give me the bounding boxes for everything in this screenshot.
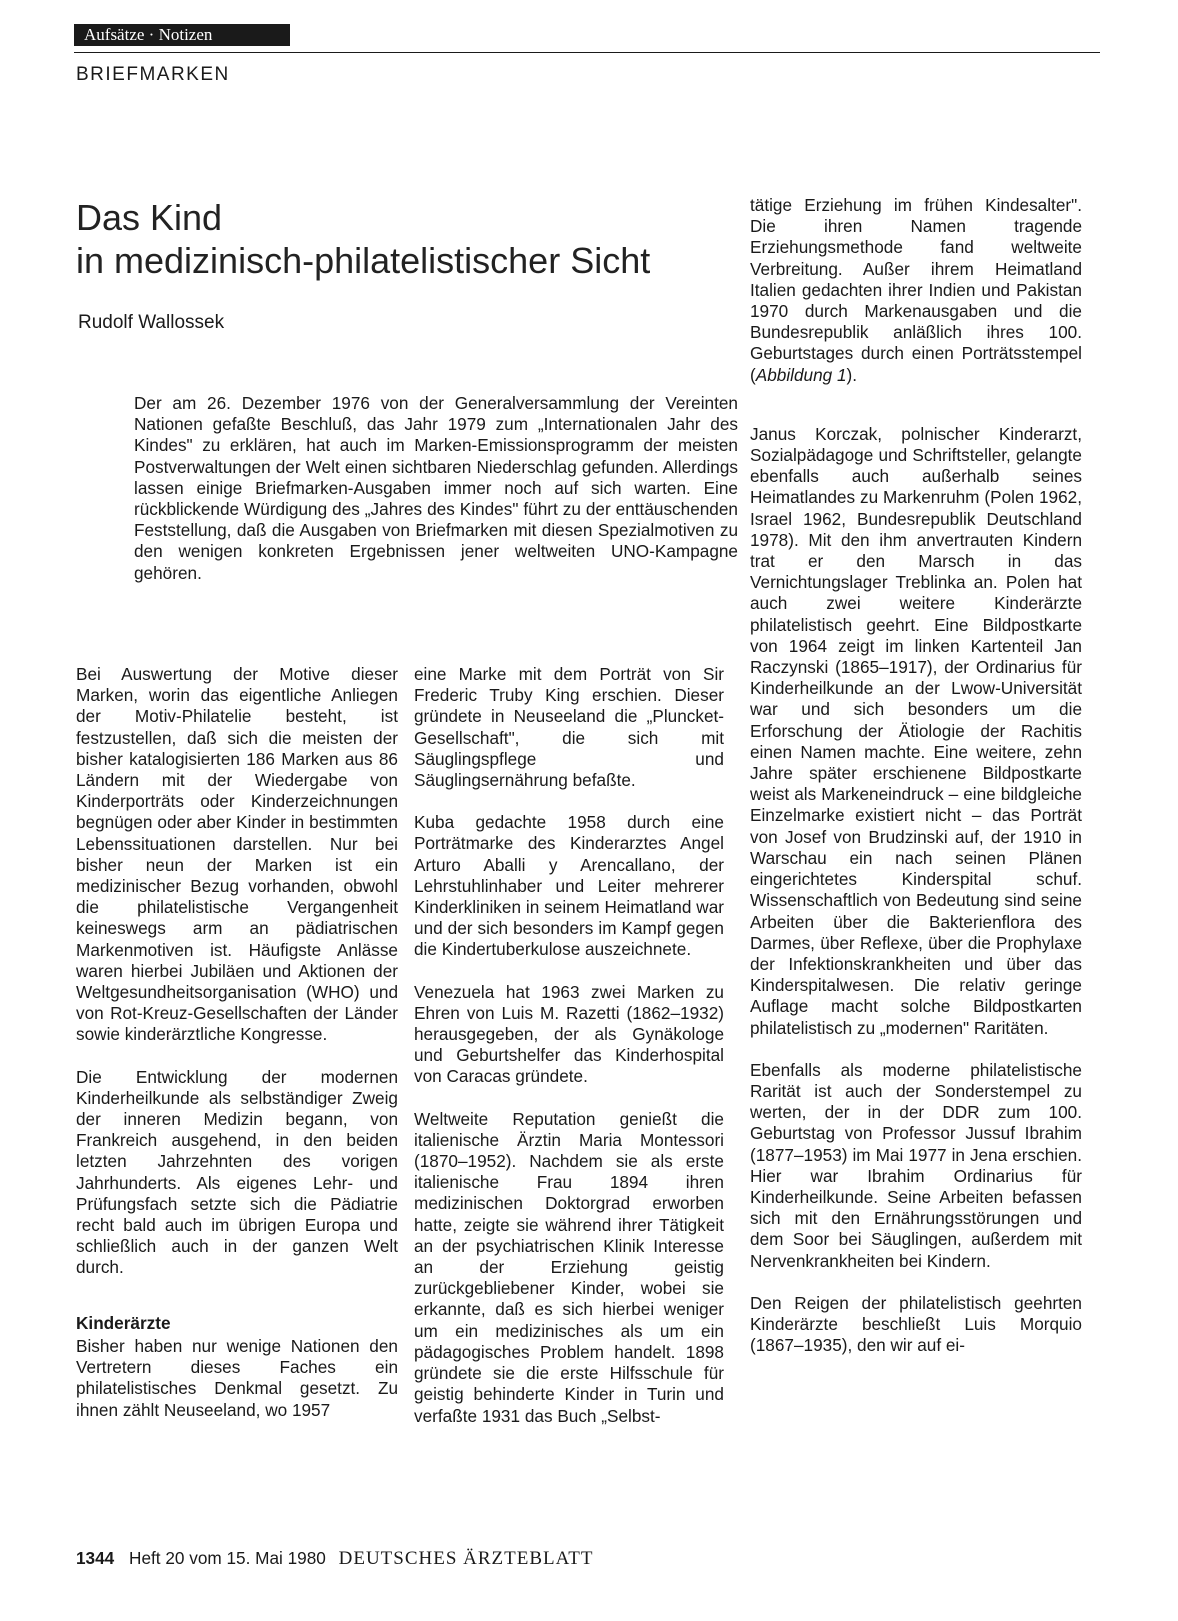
paragraph: Weltweite Reputation genießt die italienische Ärztin Maria Montessori (1870–1952). Nachdem sie als erste italienische Frau 1894 ihren medizinischen Doktorgrad erworben hatte, zeigte sie während ihrer Tätigkeit an der psychiatrischen Klinik Interesse an der Erziehung geistig zurückgebliebener Kinder, wobei sie erkannte, daß es sich hierbei weniger um ein medizinisches als um ein pädagogisches Problem handelt. 1898 gründete sie die erste Hilfsschule für geistig behinderte Kinder in Turin und verfaßte 1931 das Buch „Selbst- — [414, 1108, 724, 1426]
paragraph: Venezuela hat 1963 zwei Marken zu Ehren von Luis M. Razetti (1862–1932) herausgegeben, der als Gynäkologe und Geburtshelfer das Kinderhospital von Caracas gründete. — [414, 981, 724, 1087]
text-column-2 — [414, 664, 724, 1448]
header-rule — [74, 52, 1100, 53]
figure-reference: Abbildung 1 — [755, 364, 847, 385]
article-title — [76, 196, 736, 282]
title-line-2: in medizinisch-philatelistischer Sicht — [76, 240, 651, 281]
title-line-1: Das Kind — [76, 197, 223, 238]
paragraph: Bei Auswertung der Motive dieser Marken, worin das eigentliche Anliegen der Motiv-Philatelie besteht, ist festzustellen, daß sich die meisten der bisher katalogisierten 186 Marken aus 86 Ländern mit der Wiedergabe von Kinderporträts oder Kinderzeichnungen begnügen oder aber Kinder in bestimmten Lebenssituationen darstellen. Nur bei bisher neun der Marken ist ein medizinischer Bezug vorhanden, obwohl die philatelistische Vergangenheit keineswegs arm an pädiatrischen Markenmotiven ist. Häufigste Anlässe waren hierbei Jubiläen und Aktionen der Weltgesundheitsorganisation (WHO) und von Rot-Kreuz-Gesellschaften der Länder sowie kinderärztliche Kongresse. — [76, 664, 398, 1045]
journal-name: DEUTSCHES ÄRZTEBLATT — [338, 1548, 594, 1569]
text-column-3 — [750, 195, 1082, 1377]
page-footer — [76, 1548, 593, 1570]
page-number: 1344 — [76, 1548, 115, 1568]
paragraph: Bisher haben nur wenige Nationen den Vertretern dieses Faches ein philatelistisches Denkmal gesetzt. Zu ihnen zählt Neuseeland, wo 1957 — [76, 1335, 398, 1420]
paragraph-text: tätige Erziehung im frühen Kindesalter". Die ihren Namen tragende Erziehungsmethode fand weltweite Verbreitung. Außer ihrem Heimatland Italien gedachten ihrer Indien und Pakistan 1970 durch Markenausgaben und die Bundesrepublik anläßlich ihres 100. Geburtstages durch einen Porträtsstempel ( — [750, 195, 1082, 385]
paragraph: Kuba gedachte 1958 durch eine Porträtmarke des Kinderarztes Angel Arturo Aballi y Arencallano, der Lehrstuhlinhaber und Leiter mehrerer Kinderkliniken in seinem Heimatland war und der sich besonders im Kampf gegen die Kindertuberkulose auszeichnete. — [414, 812, 724, 960]
issue-info: Heft 20 vom 15. Mai 1980 — [129, 1548, 326, 1568]
paragraph: Janus Korczak, polnischer Kinderarzt, Sozialpädagoge und Schriftsteller, gelangte ebenfalls auch außerhalb seines Heimatlandes zu Markenruhm (Polen 1962, Israel 1962, Bundesrepublik Deutschland 1978). Mit den ihm anvertrauten Kindern trat er den Marsch in das Vernichtungslager Treblinka an. Polen hat auch zwei weitere Kinderärzte philatelistisch geehrt. Eine Bildpostkarte von 1964 zeigt im linken Kartenteil Jan Raczynski (1865–1917), der Ordinarius für Kinderheilkunde an der Lwow-Universität war und sich besonders um die Erforschung der Ätiologie der Rachitis einen Namen machte. Eine weitere, zehn Jahre später erschienene Bildpostkarte weist als Markeneindruck – eine bildgleiche Einzelmarke existiert nicht – das Porträt von Josef von Brudzinski auf, der 1910 in Warschau ein nach seinen Plänen eingerichtetes Kinderspital schuf. Wissenschaftlich von Bedeutung sind seine Arbeiten über die Bakterienflora des Darmes, über Reflexe, über die Prophylaxe der Infektionskrankheiten und über das Kinderspitalwesen. Die relativ geringe Auflage macht solche Bildpostkarten philatelistisch zu „modernen" Raritäten. — [750, 423, 1082, 1038]
paragraph-text-end: ). — [846, 364, 858, 385]
paragraph: Die Entwicklung der modernen Kinderheilkunde als selbständiger Zweig der inneren Medizin begann, von Frankreich ausgehend, in den beiden letzten Jahrzehnten des vorigen Jahrhunderts. Als eigenes Lehr- und Prüfungsfach setzte sich die Pädiatrie recht bald auch im übrigen Europa und schließlich auch in der ganzen Welt durch. — [76, 1066, 398, 1278]
lead-paragraph: Der am 26. Dezember 1976 von der Generalversammlung der Vereinten Nationen gefaßte Beschluß, das Jahr 1979 zum „Internationalen Jahr des Kindes" zu erklären, hat auch im Marken-Emissionsprogramm der meisten Postverwaltungen der Welt einen sichtbaren Niederschlag gefunden. Allerdings lassen einige Briefmarken-Ausgaben immer noch auf sich warten. Eine rückblickende Würdigung des „Jahres des Kindes" führt zu der enttäuschenden Feststellung, daß die Ausgaben von Briefmarken mit diesen Spezialmotiven zu den wenigen konkreten Ergebnissen jener weltweiten UNO-Kampagne gehören. — [134, 393, 738, 583]
author-name: Rudolf Wallossek — [78, 312, 225, 333]
section-heading: Kinderärzte — [76, 1312, 171, 1333]
paragraph: eine Marke mit dem Porträt von Sir Frederic Truby King erschien. Dieser gründete in Neuseeland die „Pluncket-Gesellschaft", die sich mit Säuglingspflege und Säuglingsernährung befaßte. — [414, 664, 724, 791]
section-tag: Aufsätze · Notizen — [74, 24, 290, 46]
paragraph: Den Reigen der philatelistisch geehrten Kinderärzte beschließt Luis Morquio (1867–1935), den wir auf ei- — [750, 1292, 1082, 1356]
text-column-1 — [76, 664, 398, 1442]
paragraph: Ebenfalls als moderne philatelistische Rarität ist auch der Sonderstempel zu werten, der in der DDR zum 100. Geburtstag von Professor Jussuf Ibrahim (1877–1953) im Mai 1977 in Jena erschien. Hier war Ibrahim Ordinarius für Kinderheilkunde. Seine Arbeiten befassen sich mit den Ernährungsstörungen und dem Soor bei Säuglingen, außerdem mit Nervenkrankheiten bei Kindern. — [750, 1059, 1082, 1271]
paragraph — [750, 195, 1082, 386]
category-label: BRIEFMARKEN — [76, 64, 230, 85]
